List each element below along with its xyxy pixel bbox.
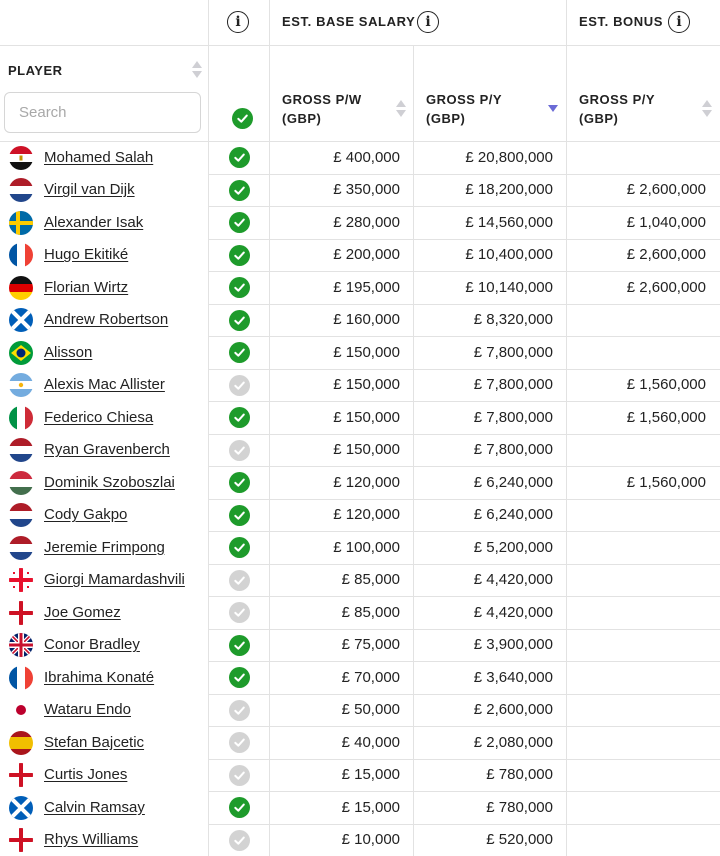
bonus-py-value: £ 2,600,000	[626, 246, 706, 264]
table-row	[0, 694, 720, 727]
table-row	[0, 596, 720, 629]
gross-py-value: £ 780,000	[486, 766, 553, 784]
gross-py-value: £ 780,000	[486, 798, 553, 816]
status-check-icon	[229, 147, 250, 168]
group-base-salary: EST. BASE SALARY	[282, 14, 416, 29]
netherlands-flag-icon	[9, 503, 33, 527]
germany-flag-icon	[9, 276, 33, 300]
player-name-link[interactable]: Alisson	[44, 343, 93, 361]
sort-py-active-icon[interactable]	[548, 100, 558, 118]
gross-pw-value: £ 120,000	[333, 473, 400, 491]
status-check-icon	[229, 537, 250, 558]
player-name-link[interactable]: Hugo Ekitiké	[44, 246, 129, 264]
gross-pw-value: £ 100,000	[333, 538, 400, 556]
england-flag-icon	[9, 601, 33, 625]
player-header[interactable]: PLAYER	[8, 63, 63, 78]
netherlands-flag-icon	[9, 178, 33, 202]
player-name-link[interactable]: Calvin Ramsay	[44, 798, 145, 816]
sort-player-icon[interactable]	[192, 61, 202, 79]
gross-pw-value: £ 15,000	[341, 766, 400, 784]
table-row	[0, 271, 720, 304]
table-row	[0, 141, 720, 174]
player-name-link[interactable]: Federico Chiesa	[44, 408, 154, 426]
table-row	[0, 629, 720, 662]
gross-pw-value: £ 150,000	[333, 376, 400, 394]
table-row	[0, 174, 720, 207]
gross-py-value: £ 20,800,000	[465, 148, 553, 166]
gross-py-value: £ 6,240,000	[473, 473, 553, 491]
gross-pw-value: £ 400,000	[333, 148, 400, 166]
gross-pw-value: £ 350,000	[333, 181, 400, 199]
status-check-icon	[229, 440, 250, 461]
table-row	[0, 434, 720, 467]
bonus-header[interactable]: GROSS P/Y (GBP)	[579, 92, 656, 126]
player-name-link[interactable]: Rhys Williams	[44, 831, 139, 849]
bonus-py-value: £ 1,560,000	[626, 376, 706, 394]
status-check-icon	[229, 602, 250, 623]
player-name-link[interactable]: Jeremie Frimpong	[44, 538, 165, 556]
status-check-icon	[229, 830, 250, 851]
scotland-flag-icon	[9, 796, 33, 820]
status-check-icon	[229, 245, 250, 266]
japan-flag-icon	[9, 698, 33, 722]
uk-flag-icon	[9, 633, 33, 657]
status-check-icon	[229, 277, 250, 298]
gross-py-value: £ 3,640,000	[473, 668, 553, 686]
player-name-link[interactable]: Stefan Bajcetic	[44, 733, 145, 751]
bonus-py-value: £ 1,560,000	[626, 473, 706, 491]
egypt-flag-icon	[9, 146, 33, 170]
sort-bonus-icon[interactable]	[702, 100, 712, 118]
gross-pw-value: £ 280,000	[333, 213, 400, 231]
player-name-link[interactable]: Wataru Endo	[44, 701, 131, 719]
gross-pw-value: £ 150,000	[333, 441, 400, 459]
bonus-py-value: £ 1,040,000	[626, 213, 706, 231]
gross-py-value: £ 7,800,000	[473, 376, 553, 394]
gross-py-value: £ 7,800,000	[473, 408, 553, 426]
player-name-link[interactable]: Florian Wirtz	[44, 278, 129, 296]
player-name-link[interactable]: Andrew Robertson	[44, 311, 169, 329]
table-row	[0, 791, 720, 824]
status-header-check-icon[interactable]	[232, 108, 253, 129]
status-check-icon	[229, 212, 250, 233]
gross-pw-value: £ 120,000	[333, 506, 400, 524]
gross-py-value: £ 520,000	[486, 831, 553, 849]
gross-py-value: £ 14,560,000	[465, 213, 553, 231]
hungary-flag-icon	[9, 471, 33, 495]
scotland-flag-icon	[9, 308, 33, 332]
status-check-icon	[229, 342, 250, 363]
gross-py-value: £ 3,900,000	[473, 636, 553, 654]
gross-py-value: £ 2,600,000	[473, 701, 553, 719]
status-check-icon	[229, 732, 250, 753]
table-row	[0, 304, 720, 337]
gross-py-value: £ 18,200,000	[465, 181, 553, 199]
gross-py-value: £ 7,800,000	[473, 343, 553, 361]
table-row	[0, 499, 720, 532]
gross-pw-value: £ 50,000	[341, 701, 400, 719]
player-name-link[interactable]: Alexander Isak	[44, 213, 144, 231]
gross-pw-value: £ 70,000	[341, 668, 400, 686]
bonus-py-value: £ 1,560,000	[626, 408, 706, 426]
gross-pw-value: £ 10,000	[341, 831, 400, 849]
table-row	[0, 726, 720, 759]
py-header[interactable]: GROSS P/Y (GBP)	[426, 92, 503, 126]
table-row	[0, 531, 720, 564]
gross-py-value: £ 10,140,000	[465, 278, 553, 296]
netherlands-flag-icon	[9, 438, 33, 462]
pw-header[interactable]: GROSS P/W (GBP)	[282, 92, 362, 126]
status-check-icon	[229, 407, 250, 428]
gross-py-value: £ 6,240,000	[473, 506, 553, 524]
search-input[interactable]	[4, 92, 201, 133]
player-name-link[interactable]: Conor Bradley	[44, 636, 140, 654]
status-check-icon	[229, 505, 250, 526]
status-check-icon	[229, 310, 250, 331]
spain-flag-icon	[9, 731, 33, 755]
bonus-py-value: £ 2,600,000	[626, 278, 706, 296]
gross-pw-value: £ 85,000	[341, 603, 400, 621]
player-name-link[interactable]: Dominik Szoboszlai	[44, 473, 175, 491]
player-name-link[interactable]: Joe Gomez	[44, 603, 121, 621]
table-row	[0, 824, 720, 856]
gross-py-value: £ 5,200,000	[473, 538, 553, 556]
status-check-icon	[229, 700, 250, 721]
table-row	[0, 564, 720, 597]
status-info-icon[interactable]: i	[227, 11, 249, 33]
gross-py-value: £ 7,800,000	[473, 441, 553, 459]
france-flag-icon	[9, 666, 33, 690]
table-row	[0, 401, 720, 434]
status-check-icon	[229, 765, 250, 786]
sweden-flag-icon	[9, 211, 33, 235]
gross-py-value: £ 4,420,000	[473, 571, 553, 589]
bonus-info-icon[interactable]: i	[668, 11, 690, 33]
gross-pw-value: £ 85,000	[341, 571, 400, 589]
gross-py-value: £ 8,320,000	[473, 311, 553, 329]
netherlands-flag-icon	[9, 536, 33, 560]
status-check-icon	[229, 635, 250, 656]
england-flag-icon	[9, 763, 33, 787]
gross-py-value: £ 2,080,000	[473, 733, 553, 751]
england-flag-icon	[9, 828, 33, 852]
player-name-link[interactable]: Mohamed Salah	[44, 148, 154, 166]
player-name-link[interactable]: Alexis Mac Allister	[44, 376, 165, 394]
status-check-icon	[229, 797, 250, 818]
status-check-icon	[229, 570, 250, 591]
player-name-link[interactable]: Cody Gakpo	[44, 506, 128, 524]
brazil-flag-icon	[9, 341, 33, 365]
france-flag-icon	[9, 243, 33, 267]
salary-info-icon[interactable]: i	[417, 11, 439, 33]
georgia-flag-icon	[9, 568, 33, 592]
gross-pw-value: £ 75,000	[341, 636, 400, 654]
table-row	[0, 759, 720, 792]
table-row	[0, 369, 720, 402]
gross-pw-value: £ 195,000	[333, 278, 400, 296]
group-bonus: EST. BONUS	[579, 14, 664, 29]
gross-pw-value: £ 40,000	[341, 733, 400, 751]
table-row	[0, 661, 720, 694]
player-name-link[interactable]: Curtis Jones	[44, 766, 128, 784]
player-name-link[interactable]: Ryan Gravenberch	[44, 441, 170, 459]
italy-flag-icon	[9, 406, 33, 430]
gross-pw-value: £ 160,000	[333, 311, 400, 329]
divider	[0, 45, 720, 46]
status-check-icon	[229, 180, 250, 201]
gross-py-value: £ 4,420,000	[473, 603, 553, 621]
table-row	[0, 336, 720, 369]
argentina-flag-icon	[9, 373, 33, 397]
table-row	[0, 466, 720, 499]
gross-pw-value: £ 200,000	[333, 246, 400, 264]
sort-pw-icon[interactable]	[396, 100, 406, 118]
status-check-icon	[229, 472, 250, 493]
gross-py-value: £ 10,400,000	[465, 246, 553, 264]
player-name-link[interactable]: Ibrahima Konaté	[44, 668, 155, 686]
gross-pw-value: £ 150,000	[333, 408, 400, 426]
gross-pw-value: £ 150,000	[333, 343, 400, 361]
gross-pw-value: £ 15,000	[341, 798, 400, 816]
status-check-icon	[229, 667, 250, 688]
player-name-link[interactable]: Giorgi Mamardashvili	[44, 571, 185, 589]
bonus-py-value: £ 2,600,000	[626, 181, 706, 199]
table-row	[0, 239, 720, 272]
player-name-link[interactable]: Virgil van Dijk	[44, 181, 135, 199]
status-check-icon	[229, 375, 250, 396]
table-row	[0, 206, 720, 239]
